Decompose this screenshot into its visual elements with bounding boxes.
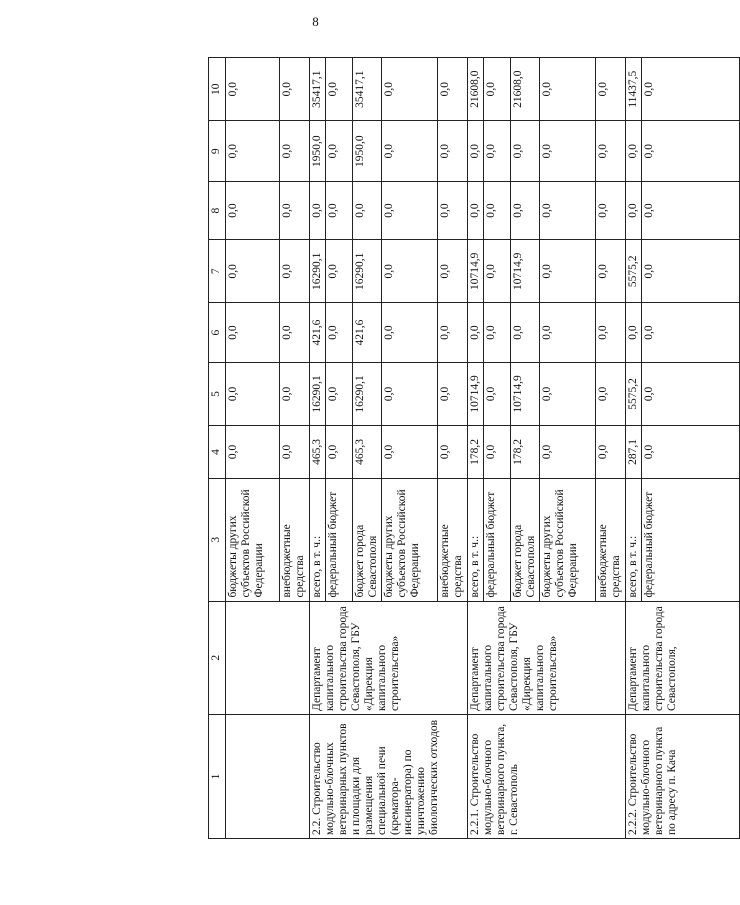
measure-name-cell: 2.2.1. Строительство модульно-блочного ветеринарного пункта, г. Севастополь: [468, 715, 626, 839]
value-cell: 0,0: [484, 121, 511, 182]
rotated-table-wrapper: [208, 57, 740, 839]
col-header: 2: [209, 601, 226, 714]
value-cell: 0,0: [382, 426, 438, 479]
budget-cell: внебюджетные средства: [280, 478, 310, 601]
value-cell: 0,0: [468, 121, 484, 182]
value-cell: 465,3: [353, 426, 382, 479]
budget-cell: федеральный бюджет: [326, 478, 353, 601]
table-row: [226, 58, 280, 839]
value-cell: 5575,2: [626, 240, 642, 303]
value-cell: 0,0: [626, 303, 642, 362]
measure-name-cell: 2.2.2. Строительство модульно-блочного ветеринарного пункта по адресу п. Кача: [626, 715, 740, 839]
table-row: [626, 58, 642, 839]
value-cell: 35417,1: [310, 58, 326, 121]
value-cell: 0,0: [226, 121, 280, 182]
col-header: 3: [209, 478, 226, 601]
value-cell: 0,0: [280, 426, 310, 479]
table-row: [310, 58, 326, 839]
table-row: [468, 58, 484, 839]
value-cell: 0,0: [642, 182, 740, 240]
col-header: 4: [209, 426, 226, 479]
value-cell: 0,0: [484, 426, 511, 479]
value-cell: 0,0: [596, 182, 626, 240]
value-cell: 0,0: [626, 121, 642, 182]
value-cell: 0,0: [326, 362, 353, 425]
col-header: 1: [209, 715, 226, 839]
name-cell-empty: [226, 715, 310, 839]
value-cell: 0,0: [642, 58, 740, 121]
value-cell: 16290,1: [353, 362, 382, 425]
value-cell: 421,6: [353, 303, 382, 362]
value-cell: 0,0: [468, 303, 484, 362]
value-cell: 10714,9: [511, 362, 540, 425]
value-cell: 0,0: [326, 426, 353, 479]
value-cell: 10714,9: [511, 240, 540, 303]
value-cell: 0,0: [226, 182, 280, 240]
value-cell: 0,0: [540, 426, 596, 479]
col-header: 5: [209, 362, 226, 425]
value-cell: 0,0: [382, 303, 438, 362]
value-cell: 0,0: [642, 303, 740, 362]
value-cell: 0,0: [468, 182, 484, 240]
value-cell: 0,0: [438, 362, 468, 425]
executor-cell-empty: [226, 601, 310, 714]
value-cell: 0,0: [382, 362, 438, 425]
value-cell: 16290,1: [310, 362, 326, 425]
budget-cell: бюджеты других субъектов Российской Федерации: [226, 478, 280, 601]
value-cell: 0,0: [596, 58, 626, 121]
value-cell: 0,0: [226, 58, 280, 121]
value-cell: 0,0: [226, 240, 280, 303]
budget-cell: бюджеты других субъектов Российской Федерации: [382, 478, 438, 601]
budget-cell: всего, в т. ч.:: [468, 478, 484, 601]
value-cell: 0,0: [596, 240, 626, 303]
value-cell: 0,0: [540, 303, 596, 362]
budget-cell: всего, в т. ч.:: [310, 478, 326, 601]
budget-cell: бюджет города Севастополя: [511, 478, 540, 601]
value-cell: 5575,2: [626, 362, 642, 425]
value-cell: 0,0: [596, 362, 626, 425]
value-cell: 0,0: [540, 362, 596, 425]
value-cell: 0,0: [626, 182, 642, 240]
executor-cell: Департамент капитального строительства города Севастополя, ГБУ «Дирекция капитального строительства»: [310, 601, 468, 714]
page-number: 8: [312, 14, 319, 29]
col-header: 10: [209, 58, 226, 121]
value-cell: 0,0: [511, 121, 540, 182]
value-cell: 0,0: [280, 121, 310, 182]
value-cell: 0,0: [511, 182, 540, 240]
value-cell: 10714,9: [468, 240, 484, 303]
value-cell: 11437,5: [626, 58, 642, 121]
value-cell: 0,0: [484, 58, 511, 121]
value-cell: 0,0: [484, 362, 511, 425]
value-cell: 0,0: [226, 362, 280, 425]
value-cell: 0,0: [484, 303, 511, 362]
value-cell: 0,0: [280, 303, 310, 362]
value-cell: 465,3: [310, 426, 326, 479]
value-cell: 0,0: [326, 240, 353, 303]
header-row: [209, 58, 226, 839]
value-cell: 1950,0: [353, 121, 382, 182]
value-cell: 21608,0: [511, 58, 540, 121]
executor-cell: Департамент капитального строительства города Севастополя, ГБУ «Дирекция капитального строительства»: [468, 601, 626, 714]
value-cell: 0,0: [326, 58, 353, 121]
value-cell: 0,0: [642, 362, 740, 425]
value-cell: 16290,1: [353, 240, 382, 303]
value-cell: 0,0: [540, 121, 596, 182]
value-cell: 0,0: [438, 303, 468, 362]
measure-name-cell: 2.2. Строительство модульно-блочных ветеринарных пунктов и площадки для размещения специальной печи (крематора-инсинератора) по уничтожению биологических отходов: [310, 715, 468, 839]
col-header: 9: [209, 121, 226, 182]
value-cell: 0,0: [484, 240, 511, 303]
value-cell: 0,0: [540, 240, 596, 303]
executor-cell: Департамент капитального строительства города Севастополя,: [626, 601, 740, 714]
value-cell: 0,0: [596, 121, 626, 182]
value-cell: 0,0: [484, 182, 511, 240]
value-cell: 0,0: [540, 182, 596, 240]
col-header: 8: [209, 182, 226, 240]
value-cell: 0,0: [326, 121, 353, 182]
budget-cell: федеральный бюджет: [642, 478, 740, 601]
value-cell: 35417,1: [353, 58, 382, 121]
value-cell: 287,1: [626, 426, 642, 479]
value-cell: 0,0: [642, 240, 740, 303]
value-cell: 0,0: [326, 182, 353, 240]
value-cell: 21608,0: [468, 58, 484, 121]
value-cell: 0,0: [438, 182, 468, 240]
budget-cell: федеральный бюджет: [484, 478, 511, 601]
value-cell: 0,0: [438, 240, 468, 303]
budget-cell: бюджет города Севастополя: [353, 478, 382, 601]
value-cell: 16290,1: [310, 240, 326, 303]
budget-cell: всего, в т. ч.:: [626, 478, 642, 601]
budget-table: [208, 57, 740, 839]
value-cell: 0,0: [438, 58, 468, 121]
value-cell: 0,0: [642, 121, 740, 182]
value-cell: 0,0: [382, 240, 438, 303]
value-cell: 0,0: [382, 182, 438, 240]
value-cell: 0,0: [326, 303, 353, 362]
value-cell: 0,0: [280, 240, 310, 303]
value-cell: 0,0: [280, 362, 310, 425]
value-cell: 0,0: [382, 58, 438, 121]
col-header: 6: [209, 303, 226, 362]
value-cell: 0,0: [226, 426, 280, 479]
value-cell: 0,0: [226, 303, 280, 362]
value-cell: 10714,9: [468, 362, 484, 425]
value-cell: 0,0: [642, 426, 740, 479]
value-cell: 178,2: [511, 426, 540, 479]
value-cell: 0,0: [596, 303, 626, 362]
value-cell: 0,0: [438, 426, 468, 479]
value-cell: 0,0: [596, 426, 626, 479]
value-cell: 0,0: [280, 182, 310, 240]
value-cell: 0,0: [511, 303, 540, 362]
value-cell: 0,0: [382, 121, 438, 182]
value-cell: 0,0: [310, 182, 326, 240]
value-cell: 0,0: [353, 182, 382, 240]
value-cell: 1950,0: [310, 121, 326, 182]
value-cell: 421,6: [310, 303, 326, 362]
value-cell: 0,0: [438, 121, 468, 182]
budget-cell: внебюджетные средства: [596, 478, 626, 601]
col-header: 7: [209, 240, 226, 303]
budget-cell: внебюджетные средства: [438, 478, 468, 601]
value-cell: 178,2: [468, 426, 484, 479]
budget-cell: бюджеты других субъектов Российской Федерации: [540, 478, 596, 601]
value-cell: 0,0: [280, 58, 310, 121]
value-cell: 0,0: [540, 58, 596, 121]
